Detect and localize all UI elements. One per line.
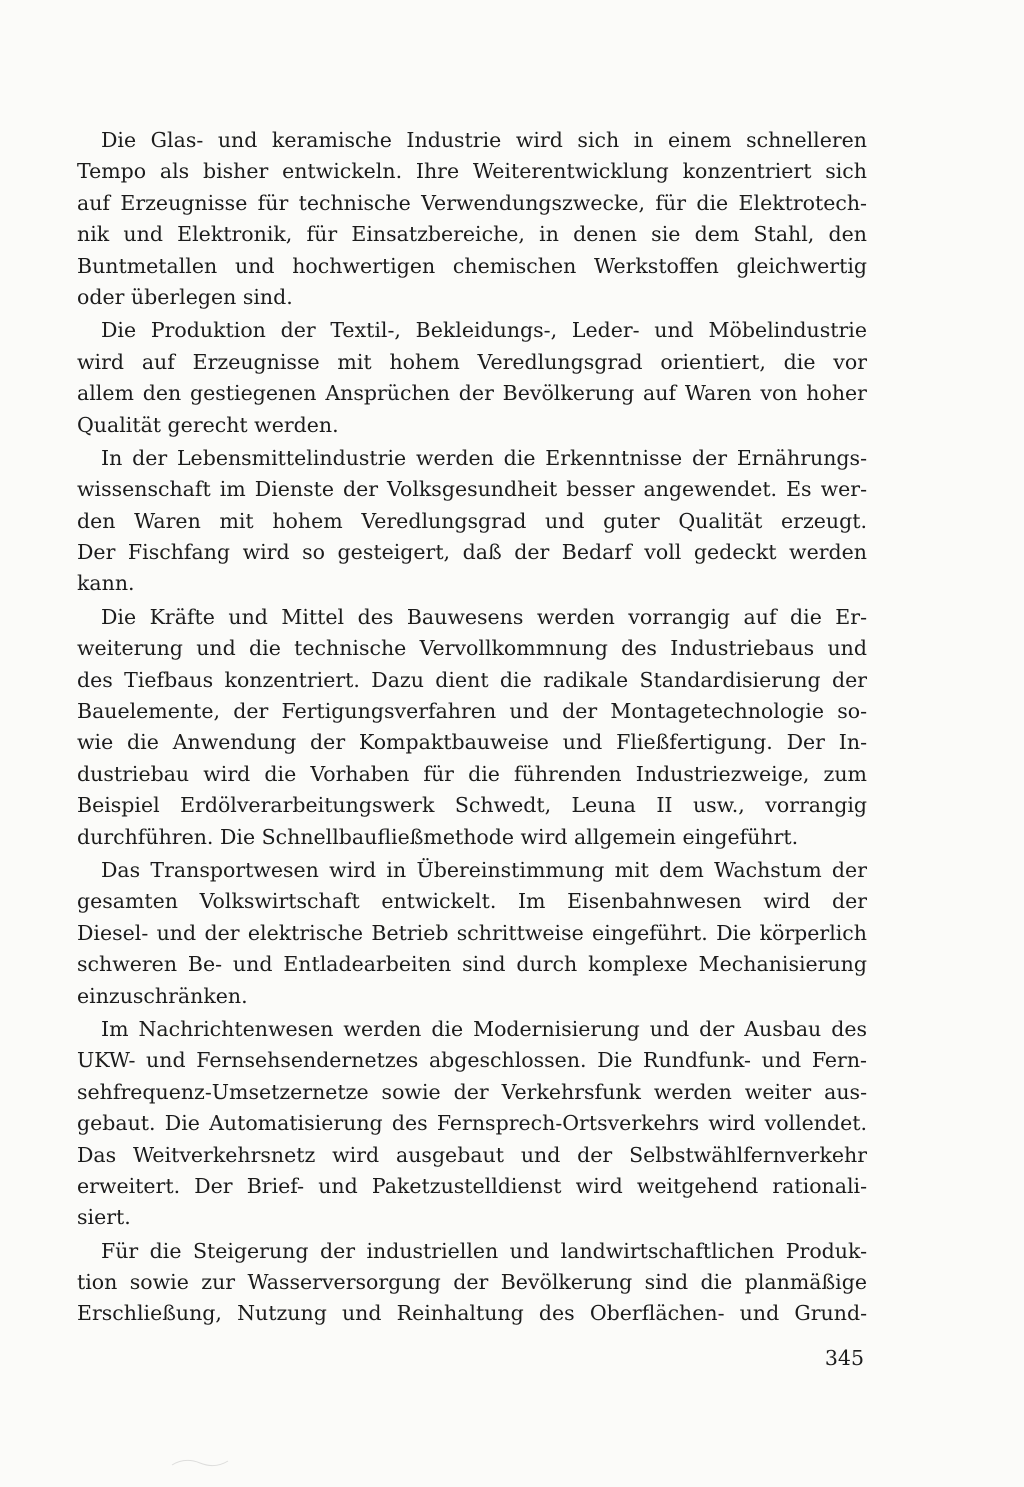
text-line: wird auf Erzeugnisse mit hohem Veredlungsgrad orientiert, die vor	[77, 349, 867, 374]
paragraph	[77, 855, 867, 1012]
text-line: auf Erzeugnisse für technische Verwendungszwecke, für die Elektrotech-	[77, 190, 867, 215]
text-line: sehfrequenz-Umsetzernetze sowie der Verkehrsfunk werden weiter aus-	[77, 1079, 867, 1104]
text-line: Der Fischfang wird so gesteigert, daß der Bedarf voll gedeckt werden	[77, 540, 867, 565]
text-line: erweitert. Der Brief- und Paketzustelldienst wird weitgehend rationali-	[77, 1173, 867, 1198]
text-line: UKW- und Fernsehsendernetzes abgeschlossen. Die Rundfunk- und Fern-	[77, 1048, 867, 1073]
scan-smudge	[170, 1455, 230, 1469]
text-line: Buntmetallen und hochwertigen chemischen Werkstoffen gleichwertig	[77, 253, 867, 278]
text-line: kann.	[77, 571, 135, 596]
text-line: Die Produktion der Textil-, Bekleidungs-, Leder- und Möbelindustrie	[101, 318, 867, 343]
text-line: Die Glas- und keramische Industrie wird sich in einem schnelleren	[101, 128, 867, 152]
text-line: einzuschränken.	[77, 983, 248, 1008]
text-line: Für die Steigerung der industriellen und landwirtschaftlichen Produk-	[101, 1238, 867, 1263]
text-line: weiterung und die technische Vervollkommnung des Industriebaus und	[77, 636, 867, 661]
paragraph	[77, 315, 867, 441]
page-number: 345	[824, 1346, 864, 1370]
paragraph	[77, 1236, 867, 1330]
text-line: Das Transportwesen wird in Übereinstimmung mit dem Wachstum der	[101, 857, 867, 882]
text-line: den Waren mit hohem Veredlungsgrad und guter Qualität erzeugt.	[77, 508, 867, 533]
text-line: Die Kräfte und Mittel des Bauwesens werden vorrangig auf die Er-	[101, 604, 867, 629]
text-line: allem den gestiegenen Ansprüchen der Bevölkerung auf Waren von hoher	[77, 381, 867, 406]
text-line: schweren Be- und Entladearbeiten sind durch komplexe Mechanisierung	[77, 952, 867, 977]
text-line: nik und Elektronik, für Einsatzbereiche, in denen sie dem Stahl, den	[77, 222, 867, 247]
text-line: gebaut. Die Automatisierung des Fernsprech-Ortsverkehrs wird vollendet.	[77, 1111, 867, 1136]
text-line: In der Lebensmittelindustrie werden die Erkenntnisse der Ernährungs-	[101, 445, 867, 470]
text-line: des Tiefbaus konzentriert. Dazu dient die radikale Standardisierung der	[77, 667, 867, 692]
text-line: tion sowie zur Wasserversorgung der Bevölkerung sind die planmäßige	[77, 1270, 867, 1295]
paragraph	[77, 1014, 867, 1234]
text-line: siert.	[77, 1205, 131, 1230]
paragraph	[77, 125, 867, 313]
body-text	[77, 125, 867, 1330]
text-line: oder überlegen sind.	[77, 284, 293, 309]
text-line: Erschließung, Nutzung und Reinhaltung des Oberflächen- und Grund-	[77, 1301, 867, 1326]
text-line: wie die Anwendung der Kompaktbauweise und Fließfertigung. Der In-	[77, 730, 867, 755]
paragraph	[77, 602, 867, 853]
text-line: dustriebau wird die Vorhaben für die führenden Industriezweige, zum	[77, 761, 867, 786]
text-line: Das Weitverkehrsnetz wird ausgebaut und der Selbstwählfernverkehr	[77, 1142, 867, 1167]
text-line: Bauelemente, der Fertigungsverfahren und der Montagetechnologie so-	[77, 699, 867, 724]
text-line: Qualität gerecht werden.	[77, 412, 339, 437]
text-line: durchführen. Die Schnellbaufließmethode wird allgemein eingeführt.	[77, 824, 799, 849]
text-line: Beispiel Erdölverarbeitungswerk Schwedt, Leuna II usw., vorrangig	[77, 793, 867, 818]
text-line: Tempo als bisher entwickeln. Ihre Weiterentwicklung konzentriert sich	[77, 159, 867, 184]
text-line: Im Nachrichtenwesen werden die Modernisierung und der Ausbau des	[101, 1016, 867, 1041]
paragraph	[77, 443, 867, 600]
text-line: wissenschaft im Dienste der Volksgesundheit besser angewendet. Es wer-	[77, 477, 867, 502]
text-line: Diesel- und der elektrische Betrieb schrittweise eingeführt. Die körperlich	[77, 920, 867, 945]
text-line: gesamten Volkswirtschaft entwickelt. Im Eisenbahnwesen wird der	[77, 889, 867, 914]
